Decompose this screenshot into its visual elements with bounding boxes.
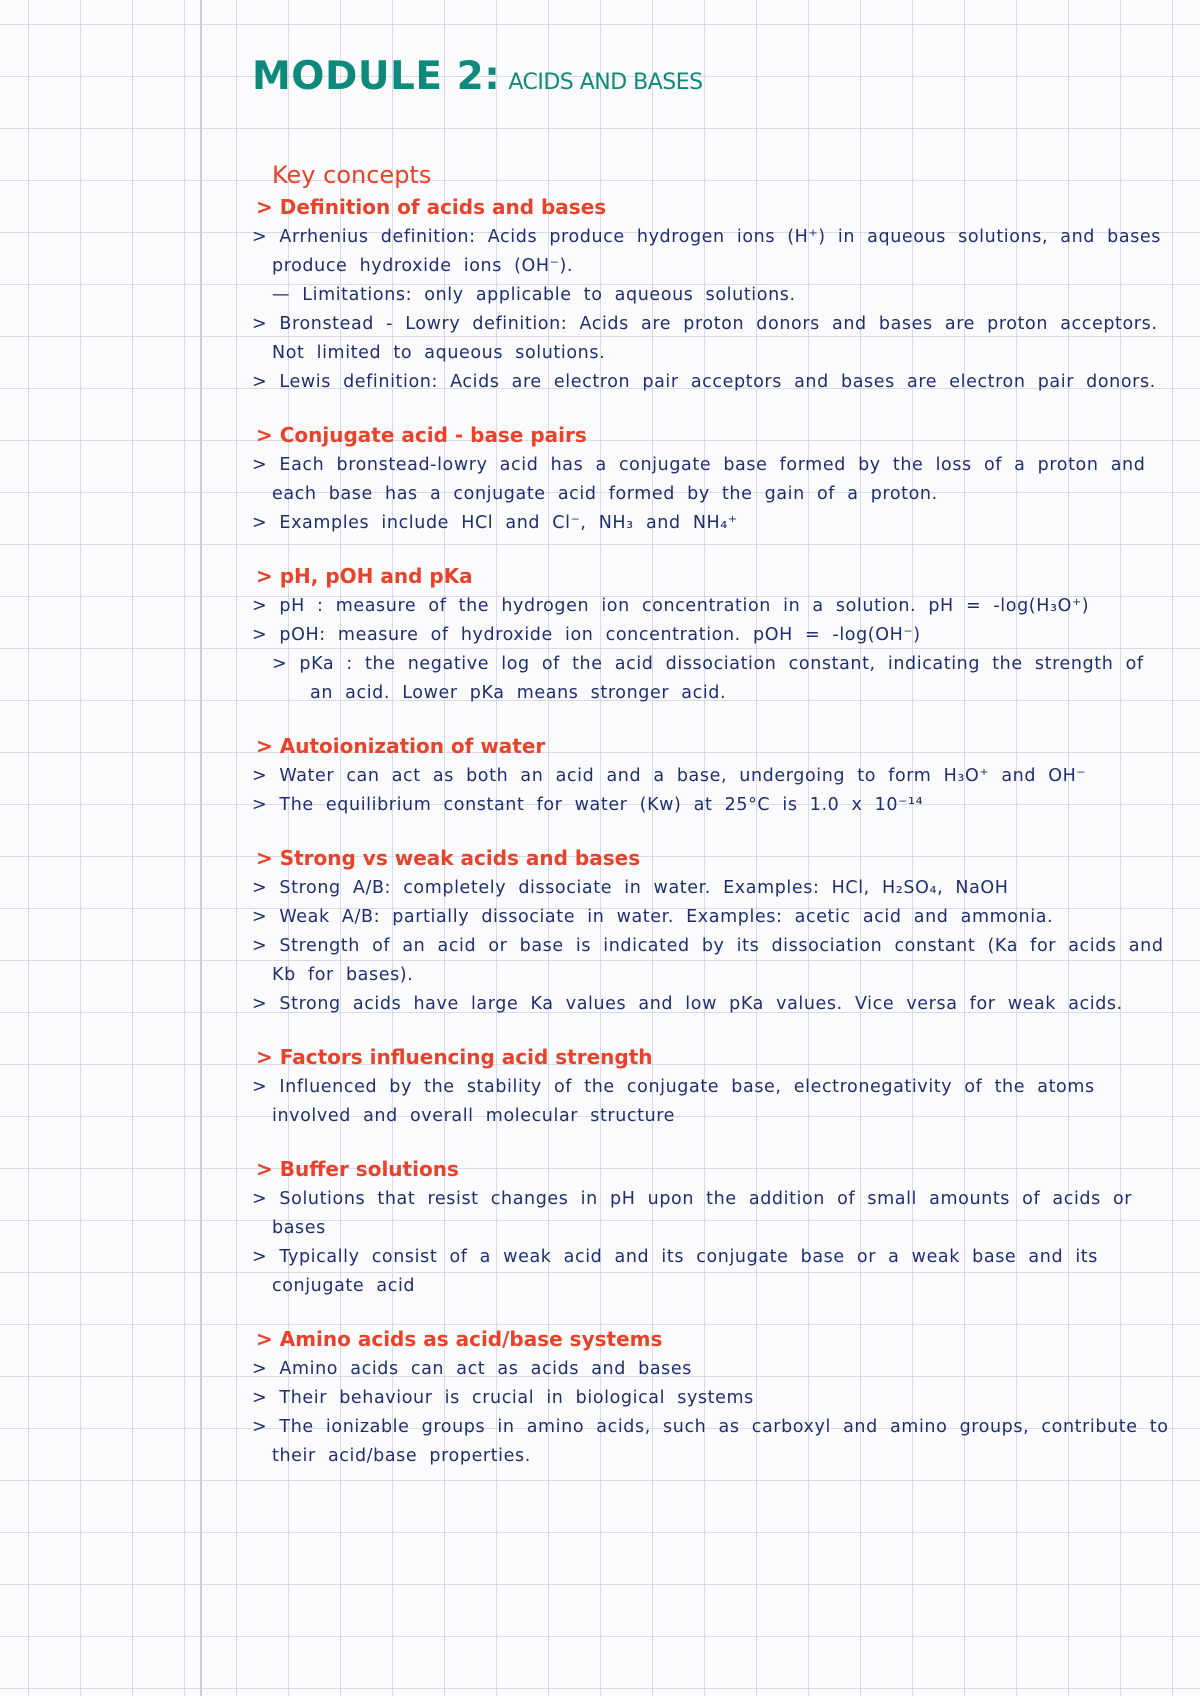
bullet-item: > Each bronstead-lowry acid has a conjugate base formed by the loss of a proton and each base has a conjugate acid formed by the gain of a proton. — [252, 455, 1146, 504]
bullet-item: > Weak A/B: partially dissociate in water. Examples: acetic acid and ammonia. — [252, 907, 1054, 927]
key-concepts-heading: Key concepts — [272, 161, 432, 189]
bullet-item: — Limitations: only applicable to aqueous solutions. — [272, 285, 796, 305]
bullet-item: > Strength of an acid or base is indicated by its dissociation constant (Ka for acids and Kb for bases). — [252, 936, 1164, 985]
bullet-item: > pKa : the negative log of the acid dissociation constant, indicating the strength of an acid. Lower pKa means stronger acid. — [272, 654, 1144, 703]
section-heading: > Autoionization of water — [256, 734, 546, 758]
module-title — [252, 54, 1172, 99]
bullet-item: > Influenced by the stability of the conjugate base, electronegativity of the atoms involved and overall molecular structure — [252, 1077, 1095, 1126]
bullet-item: > Lewis definition: Acids are electron pair acceptors and bases are electron pair donors. — [252, 372, 1156, 392]
section-heading: > Factors influencing acid strength — [256, 1045, 653, 1069]
bullet-item: > Bronstead - Lowry definition: Acids are proton donors and bases are proton acceptors. Not limited to aqueous solutions. — [252, 314, 1158, 363]
module-title-main: MODULE 2: — [252, 54, 501, 99]
section-autoionization — [252, 734, 1172, 820]
section-heading: > Buffer solutions — [256, 1157, 459, 1181]
section-heading: > Conjugate acid - base pairs — [256, 423, 587, 447]
bullet-item: > Strong acids have large Ka values and low pKa values. Vice versa for weak acids. — [252, 994, 1123, 1014]
notes-page — [252, 54, 1172, 1497]
section-heading: > Definition of acids and bases — [256, 195, 607, 219]
section-heading: > Strong vs weak acids and bases — [256, 846, 641, 870]
section-ph-poh-pka — [252, 564, 1172, 708]
section-heading: > pH, pOH and pKa — [256, 564, 473, 588]
bullet-item: > The ionizable groups in amino acids, such as carboxyl and amino groups, contribute to their acid/base properties. — [252, 1417, 1169, 1466]
bullet-item: > Solutions that resist changes in pH upon the addition of small amounts of acids or bases — [252, 1189, 1133, 1238]
bullet-item: > The equilibrium constant for water (Kw) at 25°C is 1.0 x 10⁻¹⁴ — [252, 795, 924, 815]
bullet-item: > Examples include HCl and Cl⁻, NH₃ and NH₄⁺ — [252, 513, 738, 533]
bullet-item: > Water can act as both an acid and a base, undergoing to form H₃O⁺ and OH⁻ — [252, 766, 1087, 786]
bullet-item: > Amino acids can act as acids and bases — [252, 1359, 692, 1379]
bullet-item: > Arrhenius definition: Acids produce hydrogen ions (H⁺) in aqueous solutions, and bases produce hydroxide ions (OH⁻). — [252, 227, 1162, 276]
module-title-sub: ACIDS AND BASES — [508, 70, 703, 95]
bullet-item: > Their behaviour is crucial in biological systems — [252, 1388, 754, 1408]
section-acid-strength-factors — [252, 1045, 1172, 1131]
bullet-item: > Strong A/B: completely dissociate in water. Examples: HCl, H₂SO₄, NaOH — [252, 878, 1009, 898]
section-buffer-solutions — [252, 1157, 1172, 1301]
section-conjugate-pairs — [252, 423, 1172, 538]
bullet-item: > pH : measure of the hydrogen ion concentration in a solution. pH = -log(H₃O⁺) — [252, 596, 1090, 616]
section-heading: > Amino acids as acid/base systems — [256, 1327, 663, 1351]
section-strong-vs-weak — [252, 846, 1172, 1019]
section-definition — [252, 195, 1172, 397]
notebook-margin-line — [200, 0, 202, 1696]
bullet-item: > Typically consist of a weak acid and its conjugate base or a weak base and its conjugate acid — [252, 1247, 1098, 1296]
section-amino-acids — [252, 1327, 1172, 1471]
bullet-item: > pOH: measure of hydroxide ion concentration. pOH = -log(OH⁻) — [252, 625, 921, 645]
